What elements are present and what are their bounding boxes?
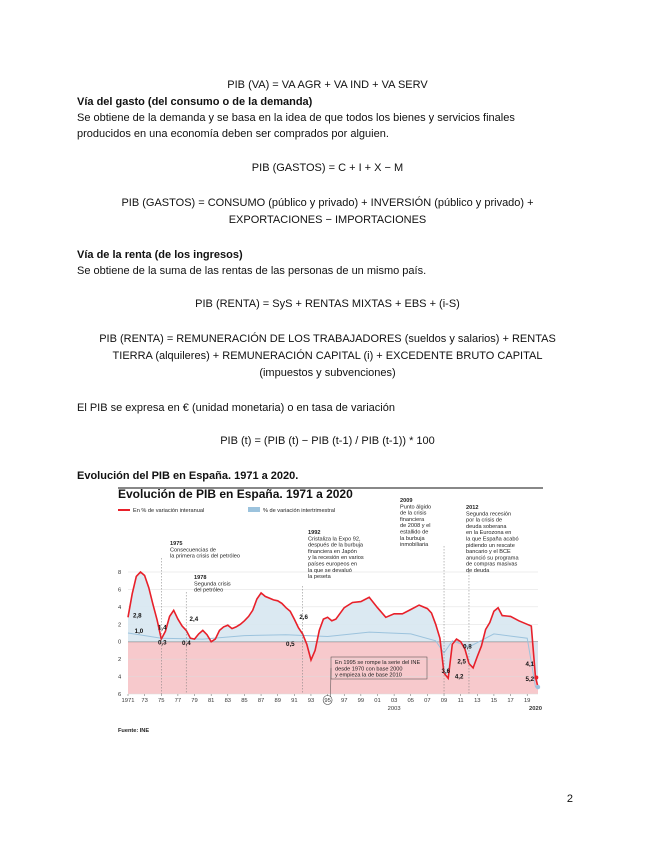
annotation-text: Cristaliza la Expo 92,	[308, 536, 361, 543]
x-tick-label: 09	[440, 698, 448, 704]
annotation-text: En 1995 se rompe la serie del INE	[335, 660, 421, 666]
data-label: 2,8	[132, 612, 142, 620]
annotation-text: Punto álgido	[400, 504, 432, 511]
x-label-2003: 2003	[387, 706, 401, 712]
annotation-text: Consecuencias de	[170, 547, 217, 554]
gdp-chart	[118, 486, 543, 736]
x-tick-label: 99	[357, 698, 365, 704]
y-tick-label: 2	[118, 622, 122, 629]
x-tick-label: 79	[191, 698, 198, 704]
legend-intertrimestral-swatch	[248, 507, 260, 512]
chart-title: Evolución de PIB en España. 1971 a 2020	[118, 487, 353, 501]
formula-pib-renta-long-2: TIERRA (alquileres) + REMUNERACIÓN CAPITAL (i) + EXCEDENTE BRUTO CAPITAL	[112, 350, 543, 362]
formula-pib-gastos: PIB (GASTOS) = C + I + X − M	[251, 162, 404, 174]
annotation-text: bancario y el BCE	[466, 549, 511, 556]
gdp-chart-svg	[118, 486, 543, 736]
x-tick-label: 81	[207, 698, 215, 704]
x-tick-label: 91	[291, 698, 298, 704]
y-tick-label: 6	[118, 587, 122, 594]
x-tick-label: 07	[424, 698, 431, 704]
x-tick-label: 89	[274, 698, 281, 704]
data-label: 2,6	[299, 614, 308, 622]
annotation-text: financiera en Japón	[308, 548, 357, 555]
annotation-text: desde 1970 con base 2000	[335, 666, 403, 673]
data-label: 5,2	[525, 675, 535, 683]
annotation-text: Segunda crisis	[194, 581, 231, 588]
x-tick-label: 11	[457, 698, 464, 704]
annotation-text: de deuda	[466, 568, 490, 574]
annotation-text: inmobiliaria	[400, 542, 429, 549]
y-tick-label: 8	[118, 570, 122, 576]
y-tick-label: 0	[118, 639, 122, 646]
heading-via-renta: Vía de la renta (de los ingresos)	[77, 249, 243, 261]
annotation-text: deuda soberana	[466, 523, 507, 530]
x-tick-label: 83	[224, 698, 232, 704]
heading-via-gasto: Vía del gasto (del consumo o de la demanda)	[77, 96, 313, 108]
annotation-text: financiera	[400, 516, 425, 523]
annotation-text: la peseta	[308, 574, 331, 581]
data-label: 0,3	[157, 639, 167, 647]
intertrimestral-endpoint	[536, 685, 540, 689]
x-tick-label: 77	[174, 698, 182, 704]
legend-intertrimestral-label: % de variación intertrimestral	[263, 508, 336, 514]
gasto-description-line-2: producidos en una economía deben ser comprados por alguien.	[77, 128, 389, 140]
x-tick-label: 73	[141, 698, 148, 704]
page-number: 2	[566, 793, 573, 805]
annotation-text: y la recesión en varios	[308, 555, 364, 562]
annotation-year: 2009	[400, 498, 413, 504]
data-label: 3,6	[441, 668, 451, 676]
x-tick-label: 85	[241, 698, 248, 704]
data-label: 0,5	[286, 641, 295, 649]
annotation-text: y empieza la de base 2010	[335, 672, 402, 679]
formula-pib-renta: PIB (RENTA) = SyS + RENTAS MIXTAS + EBS + (i-S)	[195, 298, 460, 310]
annotation-text: Segunda recesión	[466, 511, 512, 518]
legend-interanual-label: En % de variación interanual	[133, 508, 205, 514]
x-tick-label: 03	[390, 698, 398, 704]
x-tick-label: 19	[523, 698, 531, 704]
x-label-2020: 2020	[529, 706, 542, 712]
data-label: 2,4	[189, 615, 199, 623]
annotation-text: la burbuja	[400, 535, 425, 542]
data-label: 1,0	[134, 628, 144, 635]
annotation-text: anunció su programa	[466, 555, 519, 562]
x-tick-label: 93	[307, 698, 315, 704]
annotation-year: 2012	[466, 505, 479, 511]
annotation-text: en la Eurozona en	[466, 530, 512, 537]
data-label: 0,8	[463, 643, 472, 651]
annotation-text: la primera crisis del petróleo	[170, 553, 240, 560]
annotation-text: por la crisis de	[466, 517, 503, 524]
x-tick-label: 75	[158, 698, 165, 704]
data-label: 4,1	[525, 661, 535, 669]
y-tick-label: 6	[118, 692, 122, 698]
annotation-text: la que se devaluó	[308, 567, 352, 574]
annotation-text: después de la burbuja	[308, 542, 364, 549]
chart-source: Fuente: INE	[118, 728, 150, 734]
data-label: 1,4	[157, 624, 167, 632]
formula-pib-tasa: PIB (t) = (PIB (t) − PIB (t-1) / PIB (t-1)) * 100	[220, 435, 435, 447]
x-tick-label: 17	[507, 698, 514, 704]
renta-description: Se obtiene de la suma de las rentas de las personas de un mismo país.	[77, 265, 427, 277]
x-tick-label: 05	[407, 698, 414, 704]
x-tick-label: 87	[257, 698, 265, 704]
y-tick-label: 4	[118, 604, 122, 611]
y-tick-label: 4	[118, 674, 122, 681]
annotation-text: pidiendo un rescate	[466, 542, 515, 549]
annotation-text: de compras masivas	[466, 561, 518, 568]
annotation-year: 1978	[194, 575, 207, 581]
expresion-text: El PIB se expresa en € (unidad monetaria) o en tasa de variación	[77, 402, 395, 414]
annotation-year: 1975	[170, 541, 183, 547]
formula-pib-gastos-long-1: PIB (GASTOS) = CONSUMO (público y privado) + INVERSIÓN (público y privado) +	[121, 197, 534, 209]
data-label: 0,4	[182, 640, 191, 648]
formula-pib-gastos-long-2: EXPORTACIONES − IMPORTACIONES	[228, 214, 427, 226]
x-tick-label: 13	[474, 698, 481, 704]
y-tick-label: 2	[118, 657, 122, 664]
x-tick-label: 15	[490, 698, 498, 704]
annotation-text: del petróleo	[194, 587, 224, 594]
x-tick-label: 01	[374, 698, 381, 704]
gasto-description-line-1: Se obtiene de la demanda y se basa en la idea de que todos los bienes y servicios finales	[77, 112, 515, 124]
formula-pib-renta-long-1: PIB (RENTA) = REMUNERACIÓN DE LOS TRABAJADORES (sueldos y salarios) + RENTAS	[99, 333, 556, 345]
formula-pib-va: PIB (VA) = VA AGR + VA IND + VA SERV	[227, 79, 428, 91]
formula-pib-renta-long-3: (impuestos y subvenciones)	[259, 367, 396, 379]
annotation-text: la que España acabó	[466, 536, 519, 543]
data-label: 4,2	[454, 673, 464, 681]
x-tick-label: 97	[341, 698, 348, 704]
interanual-endpoint	[534, 675, 538, 679]
x-tick-label: 1971	[121, 698, 135, 704]
annotation-year: 1992	[308, 530, 321, 536]
annotation-text: países europeos en	[308, 561, 358, 568]
data-label: 2,5	[457, 658, 466, 666]
annotation-text: de la crisis	[400, 510, 427, 517]
annotation-text: de 2008 y el	[400, 523, 431, 530]
x-tick-label: 95	[324, 698, 331, 704]
annotation-text: estallido de	[400, 529, 429, 536]
heading-evolucion: Evolución del PIB en España. 1971 a 2020.	[77, 470, 299, 482]
